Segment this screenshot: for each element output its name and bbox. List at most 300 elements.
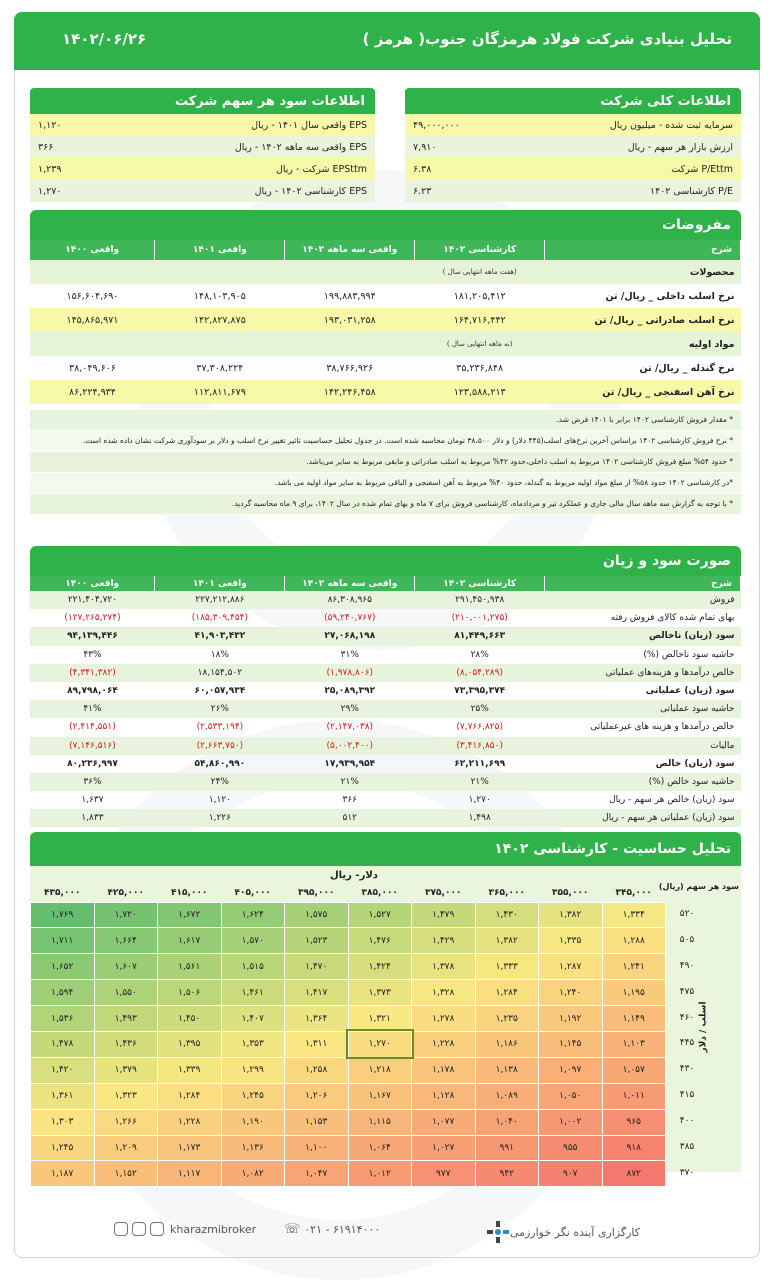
heatmap-cell: ۱,۳۸۲ bbox=[475, 928, 539, 954]
row-label: فروش bbox=[545, 591, 741, 609]
row-label: سود (زیان) خالص هر سهم - ریال bbox=[609, 795, 735, 806]
column-header: شرح bbox=[545, 240, 741, 260]
heatmap-cell: ۱,۴۱۷ bbox=[285, 980, 349, 1006]
table-cell: ۲۵,۰۸۹,۳۹۲ bbox=[324, 686, 376, 697]
info-label: P/Ettm شرکت bbox=[671, 163, 733, 175]
heatmap-cell: ۱,۰۴۷ bbox=[285, 1161, 349, 1187]
table-cell: ۶۲,۲۱۱,۶۹۹ bbox=[454, 758, 506, 769]
heatmap-cell: ۱,۱۹۵ bbox=[602, 980, 666, 1006]
page-title: تحلیل بنیادی شرکت فولاد هرمزگان جنوب( هرمز ) bbox=[362, 30, 732, 48]
heatmap-cell: ۱,۳۹۵ bbox=[158, 1031, 222, 1057]
table-cell: ۱۵۶,۶۰۴,۶۹۰ bbox=[66, 290, 119, 302]
info-value: ۴۹,۰۰۰,۰۰۰ bbox=[413, 119, 460, 131]
heatmap-cell: ۱,۳۲۸ bbox=[412, 980, 476, 1006]
income-section bbox=[30, 546, 741, 827]
table-cell: (۷,۱۴۶,۵۱۶) bbox=[30, 737, 155, 755]
phone-icon: ☏ bbox=[284, 1222, 301, 1237]
table-row bbox=[30, 308, 741, 332]
table-cell: ۳۱% bbox=[340, 649, 359, 660]
heatmap-cell: ۱,۴۵۰ bbox=[158, 1006, 222, 1032]
table-cell: ۱,۲۷۰ bbox=[468, 795, 491, 806]
eps-info-box bbox=[30, 88, 375, 202]
table-cell: ۱۸۱,۲۰۵,۴۱۲ bbox=[453, 290, 506, 302]
slab-price-header: ۳۸۵ bbox=[679, 1142, 695, 1153]
company-info-title: اطلاعات کلی شرکت bbox=[405, 88, 741, 114]
row-label: نرخ گندله _ ریال/ تن bbox=[639, 362, 735, 374]
category-name: محصولات bbox=[545, 260, 741, 284]
heatmap-cell: ۱,۰۲۷ bbox=[412, 1135, 476, 1161]
info-row bbox=[405, 158, 741, 180]
info-label: EPS کارشناسی ۱۴۰۲ - ریال bbox=[254, 185, 367, 197]
heatmap-cell: ۱,۴۷۸ bbox=[31, 1031, 95, 1057]
slab-price-header: ۴۹۰ bbox=[679, 960, 695, 971]
heatmap-row bbox=[31, 1161, 666, 1187]
heatmap-cell: ۱,۳۷۸ bbox=[412, 954, 476, 980]
heatmap-cell: ۱,۵۹۴ bbox=[31, 980, 95, 1006]
table-row bbox=[30, 682, 741, 700]
heatmap-cell: ۱,۲۷۰ bbox=[348, 1031, 412, 1057]
table-cell: ۱۹۹,۸۸۳,۹۹۴ bbox=[323, 290, 376, 302]
heatmap-cell: ۱,۰۴۰ bbox=[475, 1109, 539, 1135]
table-cell: ۱,۶۳۷ bbox=[81, 795, 104, 806]
table-cell: (۱,۹۷۸,۸۰۶) bbox=[285, 664, 415, 682]
heatmap-cell: ۱,۲۰۶ bbox=[285, 1083, 349, 1109]
table-cell: ۸۶,۲۲۴,۹۳۴ bbox=[69, 386, 116, 398]
heatmap-cell: ۱,۶۰۷ bbox=[94, 954, 158, 980]
category-note: (هفت ماهه انتهایی سال ) bbox=[415, 260, 545, 284]
heatmap-cell: ۱,۱۵۳ bbox=[285, 1109, 349, 1135]
heatmap-cell: ۱,۳۱۱ bbox=[285, 1031, 349, 1057]
heatmap-cell: ۱,۲۵۸ bbox=[285, 1057, 349, 1083]
row-label: حاشیه سود خالص (%) bbox=[545, 773, 741, 791]
table-cell: (۲,۵۳۳,۱۹۴) bbox=[196, 722, 244, 733]
heatmap-cell: ۱,۱۱۷ bbox=[158, 1161, 222, 1187]
slab-price-header: ۵۰۵ bbox=[679, 934, 695, 945]
page-header bbox=[14, 12, 760, 70]
table-cell: (۲,۶۶۳,۷۵۰) bbox=[155, 737, 285, 755]
table-cell: (۵۹,۲۴۰,۷۶۷) bbox=[324, 613, 376, 624]
table-cell: ۱,۱۲۰ bbox=[208, 795, 231, 806]
heatmap-cell: ۱,۱۱۵ bbox=[348, 1109, 412, 1135]
table-cell: (۴,۳۴۱,۳۸۲) bbox=[30, 664, 155, 682]
heatmap-cell: ۱,۳۲۱ bbox=[348, 1006, 412, 1032]
row-label: نرخ اسلب صادراتی _ ریال/ تن bbox=[594, 314, 735, 326]
heatmap-cell: ۱,۱۹۰ bbox=[221, 1109, 285, 1135]
table-cell: ۱۴۲,۲۴۶,۴۵۸ bbox=[323, 386, 376, 398]
heatmap-cell: ۱,۳۲۳ bbox=[94, 1083, 158, 1109]
dollar-rate-header: ۳۴۵,۰۰۰ bbox=[615, 887, 652, 898]
footer-brand bbox=[480, 1220, 640, 1244]
table-cell: ۱۸% bbox=[210, 649, 229, 660]
dollar-rate-header: ۴۳۵,۰۰۰ bbox=[44, 887, 81, 898]
income-table bbox=[30, 576, 741, 827]
heatmap-cell: ۱,۱۰۳ bbox=[602, 1031, 666, 1057]
heatmap-row bbox=[31, 1006, 666, 1032]
heatmap-cell: ۱,۱۴۹ bbox=[602, 1006, 666, 1032]
info-value: ۳۶۶ bbox=[38, 141, 54, 153]
dollar-rate-header: ۳۹۵,۰۰۰ bbox=[298, 887, 335, 898]
heatmap-cell: ۱,۰۶۴ bbox=[348, 1135, 412, 1161]
table-cell: ۱۸,۱۵۴,۵۰۲ bbox=[155, 664, 285, 682]
heatmap-cell: ۱,۵۰۶ bbox=[158, 980, 222, 1006]
heatmap-cell: ۱,۲۳۵ bbox=[475, 1006, 539, 1032]
heatmap-cell: ۱,۷۱۱ bbox=[31, 928, 95, 954]
heatmap-cell: ۱,۰۹۷ bbox=[539, 1057, 603, 1083]
corner-label: سود هر سهم (ریال) bbox=[658, 882, 739, 891]
footer-phone bbox=[284, 1222, 380, 1237]
table-cell: ۸۹,۷۹۸,۰۶۴ bbox=[67, 686, 118, 697]
info-label: EPS واقعی سه ماهه ۱۴۰۲ - ریال bbox=[234, 141, 367, 153]
brand-name: کارگزاری آینده نگر خوارزمی bbox=[509, 1225, 640, 1239]
table-cell: ۸۶,۳۰۸,۹۶۵ bbox=[285, 591, 415, 609]
heatmap-cell: ۱,۲۲۸ bbox=[158, 1109, 222, 1135]
phone-number: ۰۲۱ - ۶۱۹۱۴۰۰۰ bbox=[304, 1223, 381, 1236]
company-info-box bbox=[405, 88, 741, 202]
heatmap-cell: ۱,۶۵۲ bbox=[31, 954, 95, 980]
table-cell: (۲,۴۱۴,۵۵۱) bbox=[69, 722, 116, 733]
table-cell: ۳۶۶ bbox=[342, 795, 358, 806]
table-cell: ۶۰,۰۵۷,۹۳۴ bbox=[194, 686, 246, 697]
heatmap-cell: ۹۷۷ bbox=[412, 1161, 476, 1187]
heatmap-cell: ۱,۲۹۹ bbox=[221, 1057, 285, 1083]
table-cell: ۲۱% bbox=[415, 773, 545, 791]
slab-price-header: ۴۷۵ bbox=[679, 986, 695, 997]
heatmap-cell: ۸۷۲ bbox=[602, 1161, 666, 1187]
heatmap-cell: ۱,۳۵۳ bbox=[221, 1031, 285, 1057]
table-cell: ۳۸,۰۴۹,۶۰۶ bbox=[69, 362, 116, 374]
heatmap-cell: ۹۵۵ bbox=[539, 1135, 603, 1161]
heatmap-cell: ۱,۲۷۸ bbox=[412, 1006, 476, 1032]
heatmap-cell: ۱,۱۸۶ bbox=[475, 1031, 539, 1057]
heatmap-cell: ۱,۳۳۴ bbox=[602, 902, 666, 928]
heatmap-cell: ۱,۶۱۷ bbox=[158, 928, 222, 954]
info-value: ۱,۲۳۹ bbox=[38, 163, 62, 175]
heatmap-cell: ۱,۵۱۵ bbox=[221, 954, 285, 980]
row-label: خالص درآمدها و هزینه های غیرعملیاتی bbox=[590, 722, 735, 733]
table-cell: ۲۸% bbox=[470, 649, 489, 660]
table-cell: ۵۴,۸۶۰,۹۹۰ bbox=[194, 758, 246, 769]
heatmap-cell: ۱,۵۷۵ bbox=[285, 902, 349, 928]
table-row bbox=[30, 718, 741, 736]
info-row bbox=[30, 158, 375, 180]
table-cell: ۳۷,۳۰۸,۲۲۴ bbox=[196, 362, 244, 374]
table-cell: (۲,۱۴۷,۰۳۸) bbox=[326, 722, 374, 733]
footnote: * نرخ فروش کارشناسی ۱۴۰۲ براساس آخرین نرخ‌های اسلب(۴۴۵ دلار) و دلار ۳۸،۵۰۰ تومان محاسبه شده است. در جدول تحلیل حساسیت تاثیر تغییر نرخ اسلب و دلار بر سودآوری شرکت نشان داده شده است. bbox=[30, 431, 741, 452]
row-label: حاشیه سود ناخالص (%) bbox=[643, 649, 735, 660]
column-header: کارشناسی ۱۴۰۲ bbox=[415, 576, 545, 591]
heatmap-cell: ۱,۱۷۳ bbox=[158, 1135, 222, 1161]
info-row bbox=[30, 180, 375, 202]
heatmap-cell: ۱,۰۵۰ bbox=[539, 1083, 603, 1109]
table-row bbox=[30, 646, 741, 664]
heatmap-cell: ۱,۳۷۹ bbox=[94, 1057, 158, 1083]
category-row bbox=[30, 260, 741, 284]
heatmap-cell: ۱,۵۶۱ bbox=[158, 954, 222, 980]
heatmap-cell: ۱,۰۷۷ bbox=[412, 1109, 476, 1135]
heatmap-row bbox=[31, 1109, 666, 1135]
table-row bbox=[30, 664, 741, 682]
heatmap-cell: ۱,۶۶۴ bbox=[94, 928, 158, 954]
table-cell: ۱,۲۲۶ bbox=[155, 809, 285, 827]
brand-logo-icon bbox=[486, 1220, 510, 1244]
table-cell: ۳۶% bbox=[30, 773, 155, 791]
table-cell: ۹۴,۱۳۹,۴۴۶ bbox=[30, 627, 155, 645]
table-cell: ۲۲۷,۲۱۲,۸۸۶ bbox=[155, 591, 285, 609]
heatmap-cell: ۱,۶۷۲ bbox=[158, 902, 222, 928]
table-cell: ۱۱۲,۸۱۱,۶۷۹ bbox=[193, 386, 246, 398]
heatmap-row bbox=[31, 1057, 666, 1083]
telegram-icon[interactable] bbox=[150, 1222, 164, 1236]
heatmap-cell: ۱,۱۰۰ bbox=[285, 1135, 349, 1161]
info-row bbox=[405, 136, 741, 158]
table-cell: ۱,۸۳۳ bbox=[30, 809, 155, 827]
dollar-rate-header: ۳۶۵,۰۰۰ bbox=[488, 887, 525, 898]
heatmap-cell: ۱,۳۰۳ bbox=[31, 1109, 95, 1135]
heatmap-cell: ۱,۳۳۹ bbox=[158, 1057, 222, 1083]
heatmap-cell: ۱,۳۸۲ bbox=[539, 902, 603, 928]
row-label: بهای تمام شده کالای فروش رفته bbox=[610, 613, 735, 624]
heatmap-cell: ۱,۰۱۱ bbox=[602, 1083, 666, 1109]
dollar-rate-header: ۳۷۵,۰۰۰ bbox=[425, 887, 462, 898]
eps-info-title: اطلاعات سود هر سهم شرکت bbox=[30, 88, 375, 114]
slab-price-header: ۴۶۰ bbox=[679, 1012, 695, 1023]
instagram-icon[interactable] bbox=[132, 1222, 146, 1236]
footer-social bbox=[110, 1222, 256, 1236]
footnote: *در کارشناسی ۱۴۰۲ حدود ۵۸% از مبلغ مواد اولیه مربوط به گندله، حدود ۴۰% مربوط به آهن اسفنجی و الباقی مربوط به سایر مواد اولیه می باشد. bbox=[30, 473, 741, 494]
heatmap-cell: ۱,۴۲۴ bbox=[348, 954, 412, 980]
heatmap-cell: ۱,۱۳۶ bbox=[221, 1135, 285, 1161]
table-cell: ۳۵,۲۳۶,۸۴۸ bbox=[456, 362, 504, 374]
social-handle: kharazmibroker bbox=[170, 1222, 257, 1236]
table-cell: ۸۱,۴۴۹,۶۶۳ bbox=[415, 627, 545, 645]
table-cell: ۲۵% bbox=[415, 700, 545, 718]
table-cell: (۵,۰۰۲,۴۰۰) bbox=[285, 737, 415, 755]
assumptions-notes bbox=[30, 410, 741, 515]
table-row bbox=[30, 284, 741, 308]
table-cell: ۴۱% bbox=[30, 700, 155, 718]
heatmap-cell: ۱,۱۹۲ bbox=[539, 1006, 603, 1032]
heatmap-cell: ۱,۳۳۳ bbox=[475, 954, 539, 980]
row-label: نرخ اسلب داخلی _ ریال/ تن bbox=[605, 290, 735, 302]
table-row bbox=[30, 700, 741, 718]
heatmap-cell: ۱,۱۷۸ bbox=[412, 1057, 476, 1083]
heatmap-cell: ۱,۲۸۴ bbox=[475, 980, 539, 1006]
table-row bbox=[30, 591, 741, 609]
table-cell: (۸,۰۵۴,۲۸۹) bbox=[415, 664, 545, 682]
table-cell: ۱,۴۹۸ bbox=[415, 809, 545, 827]
info-value: ۱,۲۷۰ bbox=[38, 185, 62, 197]
category-name: مواد اولیه bbox=[545, 332, 741, 356]
slab-price-header: ۴۰۰ bbox=[679, 1116, 695, 1127]
slab-price-header: ۴۱۵ bbox=[679, 1090, 695, 1101]
heatmap-cell: ۱,۴۳۰ bbox=[475, 902, 539, 928]
heatmap-cell: ۹۰۷ bbox=[539, 1161, 603, 1187]
heatmap-cell: ۱,۴۶۱ bbox=[221, 980, 285, 1006]
heatmap-cell: ۱,۵۵۰ bbox=[94, 980, 158, 1006]
info-value: ۶.۳۸ bbox=[413, 163, 432, 175]
report-date: ۱۴۰۲/۰۶/۲۶ bbox=[62, 30, 147, 48]
heatmap-cell: ۱,۲۸۴ bbox=[158, 1083, 222, 1109]
info-row bbox=[30, 114, 375, 136]
heatmap-cell: ۱,۰۸۹ bbox=[475, 1083, 539, 1109]
table-cell: ۲۹% bbox=[285, 700, 415, 718]
heatmap-cell: ۱,۷۶۹ bbox=[31, 902, 95, 928]
sensitivity-heatmap bbox=[30, 884, 666, 1187]
table-row bbox=[30, 791, 741, 809]
heatmap-row bbox=[31, 1135, 666, 1161]
column-header: واقعی ۱۴۰۰ bbox=[30, 240, 155, 260]
info-label: سرمایه ثبت شده - میلیون ریال bbox=[609, 119, 733, 131]
heatmap-cell: ۱,۳۶۴ bbox=[285, 1006, 349, 1032]
assumptions-section bbox=[30, 210, 741, 515]
heatmap-cell: ۱,۱۶۷ bbox=[348, 1083, 412, 1109]
heatmap-cell: ۱,۷۲۰ bbox=[94, 902, 158, 928]
sensitivity-title: تحلیل حساسیت - کارشناسی ۱۴۰۲ bbox=[30, 832, 741, 866]
table-cell: ۵۱۲ bbox=[285, 809, 415, 827]
heatmap-cell: ۱,۰۱۲ bbox=[348, 1161, 412, 1187]
info-row bbox=[30, 136, 375, 158]
column-header: واقعی ۱۴۰۱ bbox=[155, 240, 285, 260]
column-header: کارشناسی ۱۴۰۲ bbox=[415, 240, 545, 260]
row-label: نرخ آهن اسفنجی _ ریال/ تن bbox=[602, 386, 735, 398]
info-value: ۷,۹۱۰ bbox=[413, 141, 437, 153]
table-cell: ۱۴۲,۸۲۷,۸۷۵ bbox=[193, 314, 246, 326]
table-cell: ۱۹۳,۰۳۱,۲۵۸ bbox=[323, 314, 376, 326]
heatmap-cell: ۱,۲۱۸ bbox=[348, 1057, 412, 1083]
row-label: سود (زیان) عملیاتی هر سهم - ریال bbox=[545, 809, 741, 827]
table-cell: (۱۸۵,۳۰۹,۴۵۴) bbox=[191, 613, 248, 624]
table-row bbox=[30, 773, 741, 791]
table-row bbox=[30, 356, 741, 380]
income-title: صورت سود و زیان bbox=[30, 546, 741, 576]
heatmap-row bbox=[31, 1083, 666, 1109]
column-header: واقعی سه ماهه ۱۴۰۲ bbox=[285, 576, 415, 591]
footnote: * حدود ۵۴% مبلغ فروش کارشناسی ۱۴۰۲ مربوط به اسلب داخلی،حدود ۴۲% مربوط به اسلب صادراتی و مابقی مربوط به سایر می‌باشد. bbox=[30, 452, 741, 473]
slab-price-header: ۵۲۰ bbox=[679, 909, 695, 919]
table-cell: ۲۲۱,۴۰۴,۷۲۰ bbox=[30, 591, 155, 609]
row-label: سود (زیان) خالص bbox=[655, 758, 735, 769]
heatmap-cell: ۱,۲۴۵ bbox=[31, 1135, 95, 1161]
table-cell: ۱۴۸,۱۰۳,۹۰۵ bbox=[193, 290, 246, 302]
heatmap-cell: ۱,۲۸۸ bbox=[602, 928, 666, 954]
heatmap-cell: ۱,۲۴۱ bbox=[602, 954, 666, 980]
category-row bbox=[30, 332, 741, 356]
table-cell: ۱۷,۹۳۹,۹۵۴ bbox=[324, 758, 376, 769]
heatmap-cell: ۱,۴۳۶ bbox=[94, 1031, 158, 1057]
heatmap-cell: ۱,۲۴۰ bbox=[539, 980, 603, 1006]
info-value: ۶.۲۳ bbox=[413, 185, 432, 197]
heatmap-cell: ۱,۱۸۷ bbox=[31, 1161, 95, 1187]
heatmap-cell: ۱,۳۳۵ bbox=[539, 928, 603, 954]
row-label: خالص درآمدها و هزینه‌های عملیاتی bbox=[545, 664, 741, 682]
table-cell: ۲۱% bbox=[285, 773, 415, 791]
info-value: ۱,۱۲۰ bbox=[38, 119, 62, 131]
slab-price-header: ۳۷۰ bbox=[679, 1167, 695, 1178]
heatmap-row bbox=[31, 954, 666, 980]
heatmap-cell: ۱,۴۹۳ bbox=[94, 1006, 158, 1032]
heatmap-cell: ۱,۱۵۲ bbox=[94, 1161, 158, 1187]
table-cell: (۱۲۷,۲۶۵,۲۷۴) bbox=[64, 613, 121, 624]
row-header-column bbox=[670, 902, 704, 1187]
table-cell: ۱۶۴,۷۱۶,۴۴۲ bbox=[453, 314, 506, 326]
heatmap-cell: ۹۶۵ bbox=[602, 1109, 666, 1135]
column-header: واقعی ۱۴۰۱ bbox=[155, 576, 285, 591]
info-label: EPSttm شرکت - ریال bbox=[275, 163, 367, 175]
heatmap-row bbox=[31, 1031, 666, 1057]
heatmap-cell: ۱,۱۳۸ bbox=[475, 1057, 539, 1083]
heatmap-cell: ۱,۲۲۸ bbox=[412, 1031, 476, 1057]
heatmap-cell: ۱,۵۲۳ bbox=[285, 928, 349, 954]
table-cell: ۸۰,۲۳۶,۹۹۷ bbox=[67, 758, 118, 769]
assumptions-table bbox=[30, 240, 741, 404]
heatmap-cell: ۱,۰۸۲ bbox=[221, 1161, 285, 1187]
website-icon[interactable] bbox=[114, 1222, 128, 1236]
table-cell: ۱۲۳,۵۸۸,۲۱۳ bbox=[453, 386, 506, 398]
slab-price-header: ۴۴۵ bbox=[679, 1038, 695, 1049]
heatmap-cell: ۱,۴۷۰ bbox=[285, 954, 349, 980]
table-row bbox=[30, 755, 741, 773]
info-row bbox=[405, 114, 741, 136]
table-cell: ۲۴% bbox=[155, 773, 285, 791]
dollar-rate-header: ۴۱۵,۰۰۰ bbox=[171, 887, 208, 898]
heatmap-cell: ۱,۴۰۷ bbox=[221, 1006, 285, 1032]
info-row bbox=[405, 180, 741, 202]
table-row bbox=[30, 737, 741, 755]
column-header: واقعی سه ماهه ۱۴۰۲ bbox=[285, 240, 415, 260]
table-cell: ۳۸,۷۶۶,۹۲۶ bbox=[326, 362, 374, 374]
heatmap-cell: ۱,۲۶۶ bbox=[94, 1109, 158, 1135]
heatmap-cell: ۱,۶۲۴ bbox=[221, 902, 285, 928]
table-cell: ۷۳,۳۹۵,۳۷۴ bbox=[454, 686, 506, 697]
row-label: سود (زیان) عملیاتی bbox=[645, 686, 735, 697]
heatmap-cell: ۱,۱۲۸ bbox=[412, 1083, 476, 1109]
table-row bbox=[30, 627, 741, 645]
heatmap-cell: ۱,۳۶۱ bbox=[31, 1083, 95, 1109]
dollar-rate-header: ۳۸۵,۰۰۰ bbox=[361, 887, 398, 898]
heatmap-cell: ۱,۴۷۹ bbox=[412, 902, 476, 928]
heatmap-cell: ۱,۵۷۰ bbox=[221, 928, 285, 954]
info-label: P/E کارشناسی ۱۴۰۲ bbox=[649, 185, 733, 197]
column-header: واقعی ۱۴۰۰ bbox=[30, 576, 155, 591]
row-label: مالیات bbox=[545, 737, 741, 755]
heatmap-cell: ۱,۴۷۶ bbox=[348, 928, 412, 954]
dollar-rate-header: ۳۵۵,۰۰۰ bbox=[552, 887, 589, 898]
row-axis-label: اسلب / دلار bbox=[698, 1001, 709, 1053]
table-cell: ۴۱,۹۰۳,۴۳۲ bbox=[155, 627, 285, 645]
table-row bbox=[30, 380, 741, 404]
heatmap-cell: ۱,۰۵۷ bbox=[602, 1057, 666, 1083]
dollar-rate-header: ۴۲۵,۰۰۰ bbox=[107, 887, 144, 898]
heatmap-cell: ۱,۵۲۷ bbox=[348, 902, 412, 928]
table-cell: (۷,۷۶۶,۸۲۵) bbox=[456, 722, 503, 733]
slab-price-header: ۴۳۰ bbox=[679, 1064, 695, 1075]
footnote: * مقدار فروش کارشناسی ۱۴۰۲ برابر با ۱۴۰۱ فرض شد. bbox=[30, 410, 741, 431]
sensitivity-section bbox=[30, 832, 741, 1179]
dollar-rate-header: ۴۰۵,۰۰۰ bbox=[234, 887, 271, 898]
heatmap-cell: ۱,۲۴۵ bbox=[221, 1083, 285, 1109]
heatmap-cell: ۱,۲۰۹ bbox=[94, 1135, 158, 1161]
heatmap-row bbox=[31, 980, 666, 1006]
heatmap-cell: ۱,۲۸۷ bbox=[539, 954, 603, 980]
heatmap-cell: ۱,۵۳۶ bbox=[31, 1006, 95, 1032]
heatmap-cell: ۹۱۸ bbox=[602, 1135, 666, 1161]
category-note: (نه ماهه انتهایی سال ) bbox=[415, 332, 545, 356]
table-cell: (۳,۴۱۶,۸۵۰) bbox=[415, 737, 545, 755]
col-axis-label: دلار- ریال bbox=[330, 870, 378, 881]
table-row bbox=[30, 609, 741, 627]
table-cell: ۲۶% bbox=[155, 700, 285, 718]
heatmap-cell: ۱,۱۴۵ bbox=[539, 1031, 603, 1057]
